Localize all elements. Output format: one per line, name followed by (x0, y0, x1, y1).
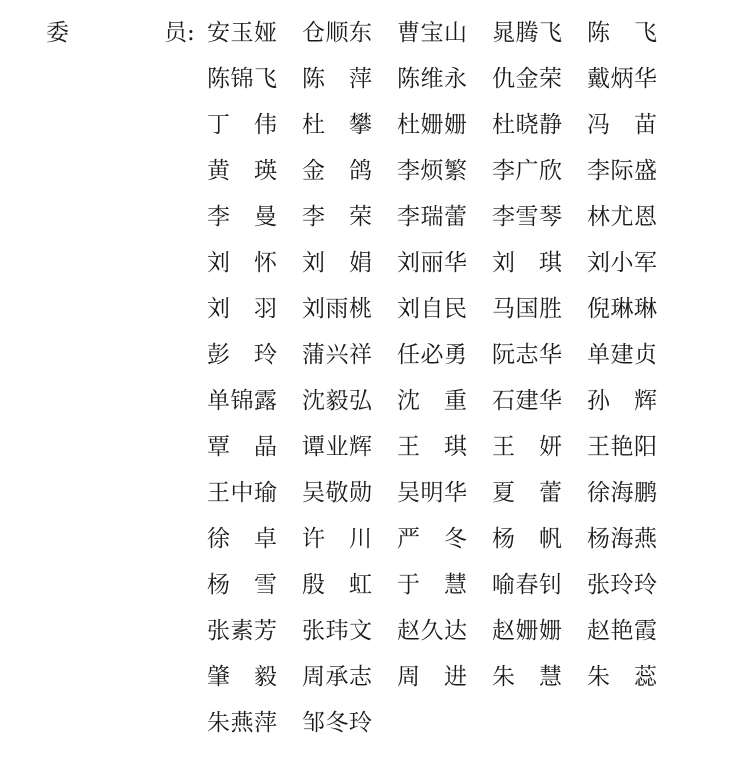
member-name: 刘 怀 (207, 250, 277, 276)
member-name: 晁腾飞 (492, 20, 562, 46)
member-name: 朱 蕊 (587, 664, 657, 690)
member-name: 王 琪 (397, 434, 467, 460)
member-name: 王艳阳 (587, 434, 657, 460)
member-name: 刘 琪 (492, 250, 562, 276)
member-name: 徐海鹏 (587, 480, 657, 506)
member-name: 蒲兴祥 (302, 342, 372, 368)
member-name: 李雪琴 (492, 204, 562, 230)
member-name: 林尤恩 (587, 204, 657, 230)
member-name: 邹冬玲 (302, 710, 372, 736)
member-name: 单锦露 (207, 388, 277, 414)
member-name: 赵久达 (397, 618, 467, 644)
member-name: 沈 重 (397, 388, 467, 414)
member-name: 刘 羽 (207, 296, 277, 322)
member-name: 张玮文 (302, 618, 372, 644)
member-name: 安玉娅 (207, 20, 277, 46)
member-name: 杜 攀 (302, 112, 372, 138)
member-name: 石建华 (492, 388, 562, 414)
member-name: 周 进 (397, 664, 467, 690)
member-name: 李 曼 (207, 204, 277, 230)
member-name: 杨 帆 (492, 526, 562, 552)
member-name: 于 慧 (397, 572, 467, 598)
member-name: 李 荣 (302, 204, 372, 230)
member-name: 谭业辉 (302, 434, 372, 460)
member-name: 赵艳霞 (587, 618, 657, 644)
member-name: 杜晓静 (492, 112, 562, 138)
member-name: 严 冬 (397, 526, 467, 552)
member-name: 周承志 (302, 664, 372, 690)
member-name: 李广欣 (492, 158, 562, 184)
member-name: 金 鸽 (302, 158, 372, 184)
member-name: 杨 雪 (207, 572, 277, 598)
member-name: 任必勇 (397, 342, 467, 368)
member-name: 冯 苗 (587, 112, 657, 138)
member-name: 单建贞 (587, 342, 657, 368)
member-name: 沈毅弘 (302, 388, 372, 414)
member-name: 肇 毅 (207, 664, 277, 690)
member-name: 孙 辉 (587, 388, 657, 414)
member-name: 仇金荣 (492, 66, 562, 92)
member-name: 戴炳华 (587, 66, 657, 92)
member-name: 刘丽华 (397, 250, 467, 276)
member-name: 彭 玲 (207, 342, 277, 368)
role-label: 委 (46, 20, 69, 46)
member-names-grid (207, 15, 747, 751)
member-name: 王 妍 (492, 434, 562, 460)
member-name: 张素芳 (207, 618, 277, 644)
member-name: 黄 瑛 (207, 158, 277, 184)
member-name: 刘自民 (397, 296, 467, 322)
member-name: 徐 卓 (207, 526, 277, 552)
member-name: 曹宝山 (397, 20, 467, 46)
member-name: 李瑞蕾 (397, 204, 467, 230)
member-name: 陈 飞 (587, 20, 657, 46)
member-name: 覃 晶 (207, 434, 277, 460)
member-name: 殷 虹 (302, 572, 372, 598)
member-name: 陈锦飞 (207, 66, 277, 92)
member-name: 喻春钊 (492, 572, 562, 598)
member-name: 杨海燕 (587, 526, 657, 552)
member-name: 陈维永 (397, 66, 467, 92)
member-name: 李烦繁 (397, 158, 467, 184)
member-name: 朱 慧 (492, 664, 562, 690)
member-name: 倪琳琳 (587, 296, 657, 322)
member-name: 丁 伟 (207, 112, 277, 138)
member-name: 夏 蕾 (492, 480, 562, 506)
member-name: 杜姗姗 (397, 112, 467, 138)
member-name: 朱燕萍 (207, 710, 277, 736)
role-separator: : (187, 20, 195, 46)
member-name: 王中瑜 (207, 480, 277, 506)
role-label-tail (164, 15, 195, 51)
member-name: 吴敬勋 (302, 480, 372, 506)
member-name: 陈 萍 (302, 66, 372, 92)
member-name: 赵姗姗 (492, 618, 562, 644)
member-name: 张玲玲 (587, 572, 657, 598)
member-name: 仓顺东 (302, 20, 372, 46)
member-name: 吴明华 (397, 480, 467, 506)
role-label-tail-char: 员 (164, 20, 187, 46)
member-name: 刘 娟 (302, 250, 372, 276)
member-name: 李际盛 (587, 158, 657, 184)
member-name: 刘雨桃 (302, 296, 372, 322)
member-name: 马国胜 (492, 296, 562, 322)
member-name: 许 川 (302, 526, 372, 552)
member-name: 阮志华 (492, 342, 562, 368)
member-name: 刘小军 (587, 250, 657, 276)
